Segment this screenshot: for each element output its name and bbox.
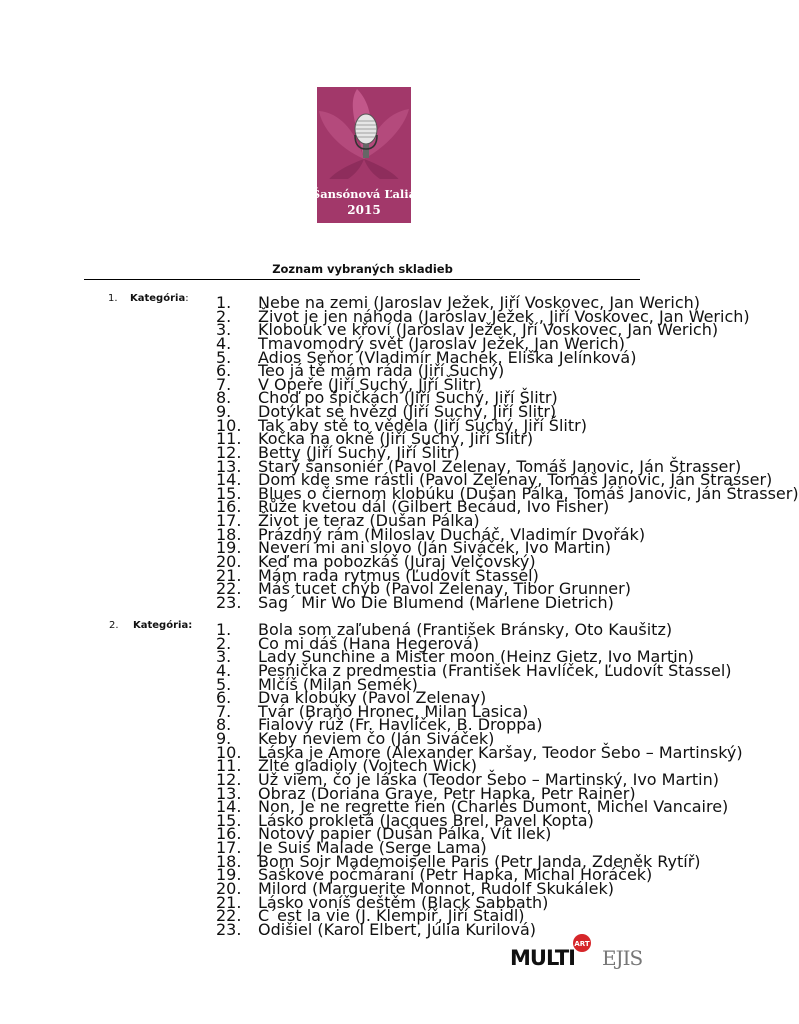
song-title: Růže kvetou dál (Gilbert Becáud, Ivo Fisher) — [258, 497, 610, 517]
song-row — [0, 442, 725, 462]
song-number: 5. — [216, 674, 232, 694]
song-row — [0, 511, 725, 531]
song-number: 15. — [216, 483, 242, 503]
song-row — [0, 551, 725, 571]
song-number: 23. — [216, 592, 242, 612]
song-number: 19. — [216, 865, 242, 885]
song-number: 5. — [216, 347, 232, 367]
song-number: 4. — [216, 333, 232, 353]
song-number: 7. — [216, 374, 232, 394]
song-title: Dom kde sme rástli (Pavol Zelenay, Tomáš Janovic, Ján Štrasser) — [258, 470, 773, 490]
song-row — [0, 701, 725, 721]
song-row — [0, 769, 725, 789]
song-number: 14. — [216, 797, 242, 817]
song-title: Žlté gladioly (Vojtech Wick) — [258, 756, 477, 776]
song-row — [0, 742, 743, 762]
title-divider — [84, 279, 640, 280]
song-number: 16. — [216, 497, 242, 517]
song-title: Keby neviem čo (Ján Siváček) — [258, 729, 495, 749]
song-title: Mlčíš (Milan Semék) — [258, 674, 418, 694]
song-row — [0, 810, 725, 830]
song-row — [0, 524, 725, 544]
song-row — [0, 851, 725, 871]
document-title: Zoznam vybraných skladieb — [272, 262, 453, 276]
song-number: 17. — [216, 838, 242, 858]
song-row — [0, 797, 729, 817]
song-title: Láska je Amore (Alexander Karšay, Teodor Šebo – Martinský) — [258, 742, 743, 762]
song-number: 13. — [216, 456, 242, 476]
song-title: Kočka na okně (Jiří Suchý, Jiří Šlitr) — [258, 429, 534, 449]
song-row — [0, 538, 725, 558]
song-number: 1. — [216, 293, 232, 312]
song-title: Tak aby stě to věděla (Jiří Suchý, Jiří Šlitr) — [258, 415, 587, 435]
song-title: Adios Seňor (Vladimír Machek, Eliška Jelínková) — [258, 347, 637, 367]
song-number: 23. — [216, 919, 242, 939]
song-row — [0, 374, 725, 394]
song-row — [0, 660, 732, 680]
song-number: 8. — [216, 388, 232, 408]
song-row — [0, 483, 799, 503]
song-number: 2. — [216, 633, 232, 653]
song-title: Co mi dáš (Hana Hegerová) — [258, 633, 480, 653]
song-title: Neverí mi ani slovo (Ján Siváček, Ivo Martin) — [258, 538, 612, 558]
song-row — [0, 620, 725, 639]
song-row — [0, 565, 725, 585]
song-title: Prázdný rám (Miloslav Ducháč, Vladimír Dvořák) — [258, 524, 646, 544]
multiart-logo-icon — [510, 933, 643, 970]
song-title: Notový papier (Dušan Pálka, Vít Ilek) — [258, 824, 552, 844]
song-number: 12. — [216, 769, 242, 789]
song-number: 2. — [216, 306, 232, 326]
logo-line2: 2015 — [347, 203, 381, 217]
sponsor-second: EJIS — [602, 946, 643, 970]
sponsor-logos — [510, 933, 643, 970]
song-row — [0, 729, 725, 749]
song-number: 20. — [216, 878, 242, 898]
song-row — [0, 838, 725, 858]
song-row — [0, 456, 742, 476]
song-title: Obraz (Doriana Graye, Petr Hapka, Petr Rainer) — [258, 783, 636, 803]
logo-line1: Šansónová Ľalia — [311, 187, 417, 201]
song-row — [0, 865, 725, 885]
song-title: Blues o čiernom klobúku (Dušan Pálka, Tomáš Janovic, Ján Štrasser) — [258, 483, 799, 503]
song-row — [0, 824, 725, 844]
song-number: 4. — [216, 660, 232, 680]
song-title: Bola som zaľubená (František Bránsky, Oto Kaušitz) — [258, 620, 673, 639]
song-row — [0, 293, 725, 312]
song-number: 1. — [216, 620, 232, 639]
song-number: 8. — [216, 715, 232, 735]
song-row — [0, 592, 725, 612]
song-title: Dotýkat se hvězd (Jiří Suchý, Jiří Šlitr) — [258, 402, 557, 422]
song-row — [0, 333, 725, 353]
song-number: 18. — [216, 524, 242, 544]
song-title: Lásko voníš deštěm (Black Sabbath) — [258, 892, 549, 912]
song-number: 15. — [216, 810, 242, 830]
song-row — [0, 579, 725, 599]
song-row — [0, 429, 725, 449]
song-row — [0, 470, 773, 490]
category-number: 2. — [109, 620, 119, 631]
sponsor-multi: MULTI — [510, 946, 575, 970]
song-row — [0, 402, 725, 422]
song-row — [0, 388, 725, 408]
song-title: Šaškové počmáraní (Petr Hapka, Michal Horáček) — [258, 865, 653, 885]
song-title: Tmavomodrý svět (Jaroslav Ježek, Jan Werich) — [258, 333, 625, 353]
song-title: Pesnička z predmestia (František Havlíček, Ľudovít Štassel) — [258, 660, 732, 680]
song-title: Mám rada rytmus (Ľudovít Štassel) — [258, 565, 539, 585]
song-row — [0, 715, 725, 735]
song-row — [0, 783, 725, 803]
song-number: 17. — [216, 511, 242, 531]
song-number: 16. — [216, 824, 242, 844]
song-title: Bom Soir Mademoiselle Paris (Petr Janda, Zdeněk Rytíř) — [258, 851, 701, 871]
song-title: Lásko prokletá (Jacques Brel, Pavel Kopta) — [258, 810, 594, 830]
song-row — [0, 306, 750, 326]
song-row — [0, 361, 725, 381]
song-row — [0, 756, 725, 776]
song-number: 21. — [216, 565, 242, 585]
song-title: Lady Sunchine a Mister moon (Heinz Gietz, Ivo Martin) — [258, 647, 695, 667]
song-title: Nebe na zemi (Jaroslav Ježek, Jiří Voskovec, Jan Werich) — [258, 293, 700, 312]
song-number: 20. — [216, 551, 242, 571]
song-number: 19. — [216, 538, 242, 558]
song-row — [0, 347, 725, 367]
song-title: Je Suis Malade (Serge Lama) — [258, 838, 487, 858]
song-row — [0, 674, 725, 694]
song-number: 7. — [216, 701, 232, 721]
song-title: Tvár (Braňo Hronec, Milan Lasica) — [258, 701, 529, 721]
song-row — [0, 688, 725, 708]
song-title: Dva klobúky (Pavol Zelenay) — [258, 688, 487, 708]
song-title: Betty (Jiří Suchý, Jiří Šlitr) — [258, 442, 460, 462]
song-row — [0, 647, 725, 667]
song-title: Keď ma pobozkáš (Juraj Velčovský) — [258, 551, 536, 571]
song-title: Fialový rúž (Fr. Havlíček, B. Droppa) — [258, 715, 543, 735]
song-title: C´est la vie (J. Klempíř, Jiří Štaidl) — [258, 906, 525, 926]
song-number: 21. — [216, 892, 242, 912]
song-number: 13. — [216, 783, 242, 803]
category-number: 1. — [108, 293, 118, 304]
song-number: 9. — [216, 729, 232, 749]
song-title: Starý šansoniér (Pavol Zelenay, Tomáš Janovic, Ján Štrasser) — [258, 456, 742, 476]
song-number: 6. — [216, 361, 232, 381]
lily-microphone-icon — [311, 87, 417, 223]
song-row — [0, 415, 725, 435]
song-number: 18. — [216, 851, 242, 871]
song-title: Život je teraz (Dušan Pálka) — [258, 511, 480, 531]
song-row — [0, 878, 725, 898]
song-number: 11. — [216, 756, 242, 776]
song-title: Odišiel (Karol Elbert, Júlia Kurilová) — [258, 919, 536, 939]
category-label: Kategória: — [133, 620, 193, 631]
song-number: 6. — [216, 688, 232, 708]
song-number: 3. — [216, 647, 232, 667]
song-row — [0, 919, 725, 939]
song-row — [0, 320, 725, 340]
song-number: 11. — [216, 429, 242, 449]
song-number: 10. — [216, 742, 242, 762]
sponsor-art: ART — [574, 940, 590, 948]
song-row — [0, 633, 725, 653]
song-row — [0, 892, 725, 912]
song-title: Už viem, čo je láska (Teodor Šebo – Martinský, Ivo Martin) — [258, 769, 719, 789]
category-label: Kategória — [130, 293, 186, 304]
song-number: 3. — [216, 320, 232, 340]
song-title: Teo já tě mám ráda (Jiří Suchý) — [258, 361, 505, 381]
song-number: 14. — [216, 470, 242, 490]
song-row — [0, 906, 725, 926]
song-number: 9. — [216, 402, 232, 422]
song-number: 12. — [216, 442, 242, 462]
category-suffix: : — [185, 293, 189, 304]
song-title: Klobouk ve křoví (Jaroslav Ježek, Jří Voskovec, Jan Werich) — [258, 320, 719, 340]
song-title: Máš tucet chýb (Pavol Zelenay, Tibor Grunner) — [258, 579, 631, 599]
song-title: Non, Je ne regrette rien (Charles Dumont, Michel Vancaire) — [258, 797, 729, 817]
song-title: Sag´ Mir Wo Die Blumend (Marlene Dietrich) — [258, 592, 614, 612]
song-number: 22. — [216, 906, 242, 926]
song-number: 22. — [216, 579, 242, 599]
song-title: Choď po špičkách (Jiří Suchý, Jiří Šlitr) — [258, 388, 558, 408]
song-title: V Opeře (Jiří Suchý, Jiří Šlitr) — [258, 374, 482, 394]
song-title: Milord (Marguerite Monnot, Rudolf Skukálek) — [258, 878, 614, 898]
festival-logo — [311, 87, 417, 223]
song-number: 10. — [216, 415, 242, 435]
song-row — [0, 497, 725, 517]
song-title: Život je jen náhoda (Jaroslav Ježek , Jiří Voskovec, Jan Werich) — [258, 306, 750, 326]
